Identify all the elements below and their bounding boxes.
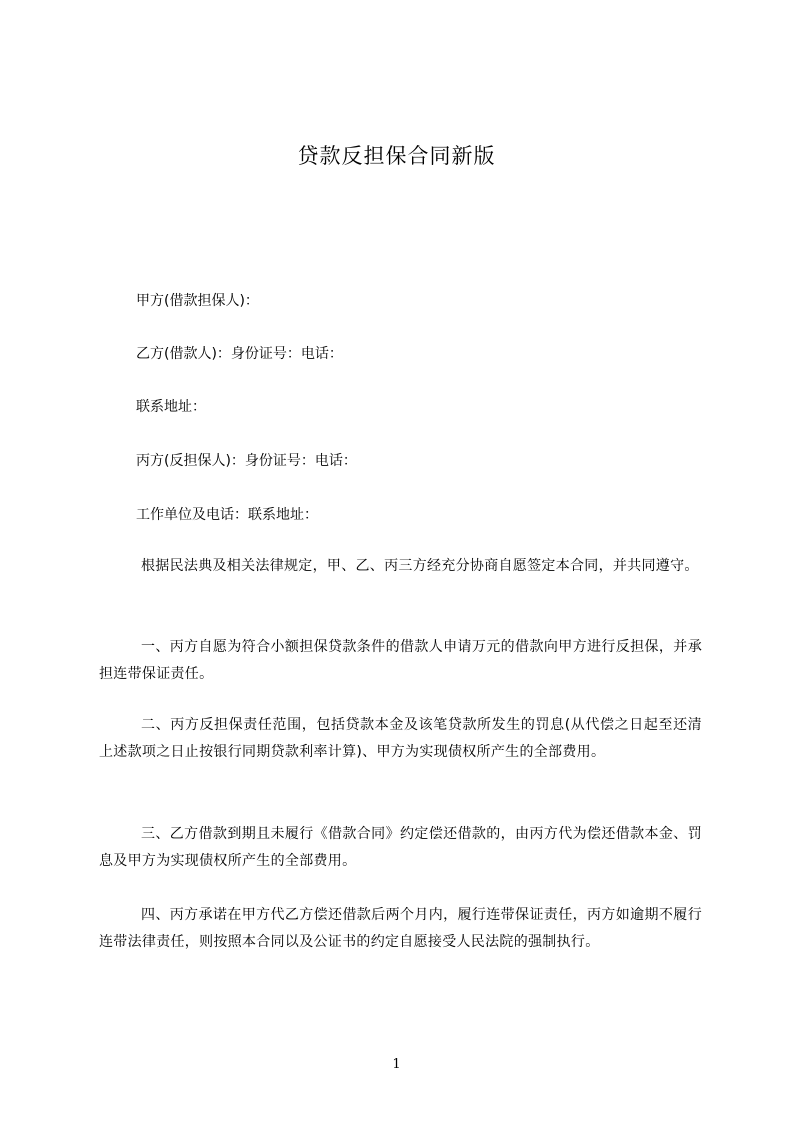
- party-c-field: 丙方(反担保人)：身份证号：电话：: [136, 453, 357, 469]
- page-number: 1: [392, 1057, 401, 1072]
- clause-1-paragraph: 一、丙方自愿为符合小额担保贷款条件的借款人申请万元的借款向甲方进行反担保，并承担连带保证责任。: [99, 639, 702, 682]
- contact-address-field: 联系地址：: [136, 399, 206, 415]
- intro-paragraph: 根据民法典及相关法律规定，甲、乙、丙三方经充分协商自愿签定本合同，并共同遵守。: [141, 558, 699, 574]
- clause-2-paragraph: 二、丙方反担保责任范围，包括贷款本金及该笔贷款所发生的罚息(从代偿之日起至还清上述款项之日止按银行同期贷款利率计算)、甲方为实现债权所产生的全部费用。: [99, 717, 702, 760]
- work-unit-field: 工作单位及电话：联系地址：: [136, 507, 318, 523]
- party-a-field: 甲方(借款担保人)：: [136, 293, 259, 309]
- party-b-field: 乙方(借款人)：身份证号：电话：: [136, 346, 343, 362]
- document-title: 贷款反担保合同新版: [297, 144, 496, 168]
- clause-4-paragraph: 四、丙方承诺在甲方代乙方偿还借款后两个月内，履行连带保证责任，丙方如逾期不履行连带法律责任，则按照本合同以及公证书的约定自愿接受人民法院的强制执行。: [99, 907, 702, 950]
- clause-3-paragraph: 三、乙方借款到期且未履行《借款合同》约定偿还借款的，由丙方代为偿还借款本金、罚息及甲方为实现债权所产生的全部费用。: [99, 826, 702, 869]
